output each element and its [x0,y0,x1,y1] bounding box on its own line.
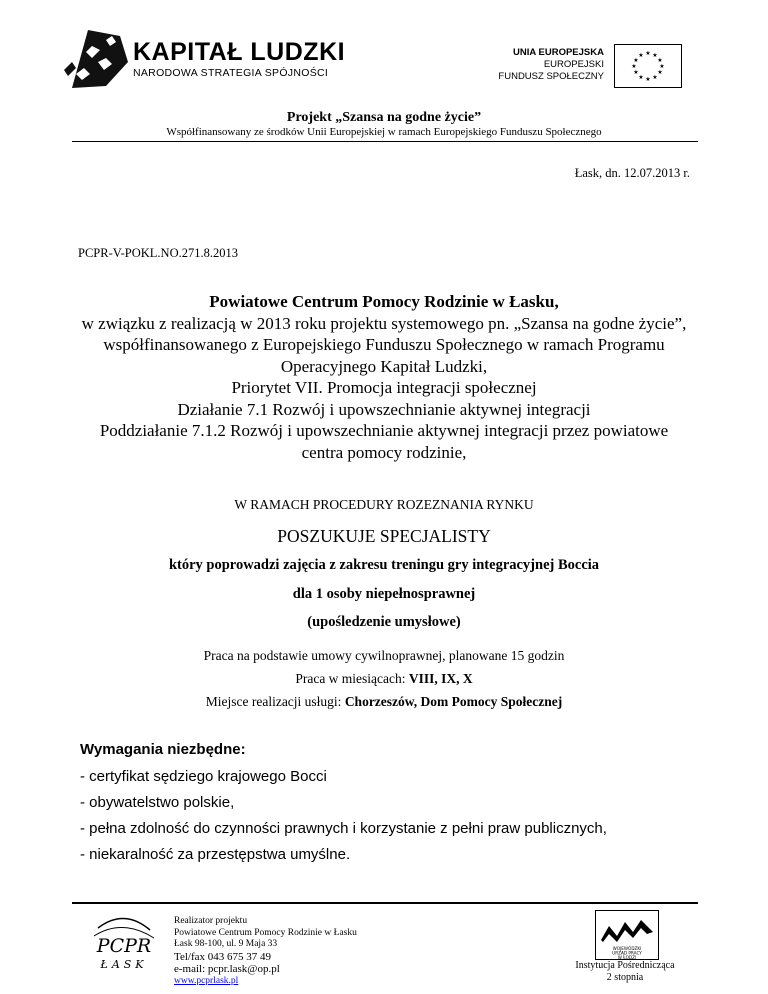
project-subtitle: Współfinansowany ze środków Unii Europejskiej w ramach Europejskiego Funduszu Społecznego [166,126,602,138]
svg-text:★: ★ [659,63,665,70]
svg-text:★: ★ [645,50,651,57]
intro-line-8: centra pomocy rodzinie, [301,442,467,462]
pcpr-logo-text: PCPR [96,935,152,957]
svg-text:★: ★ [652,52,658,59]
svg-text:★: ★ [652,74,658,81]
svg-text:★: ★ [638,74,644,81]
svg-text:★: ★ [631,63,637,70]
reference-number: PCPR-V-POKL.NO.271.8.2013 [78,246,238,260]
footer-line-3: Łask 98-100, ul. 9 Maja 33 [174,939,278,949]
footer-line-1: Realizator projektu [174,916,248,926]
requirement-item: - certyfikat sędziego krajowego Bocci [80,768,327,785]
intro-line-3: współfinansowanego z Europejskiego Funduszu Społecznego w ramach Programu [103,335,665,354]
website-link[interactable]: www.pcprlask.pl [174,975,239,986]
place-details [0,694,768,710]
requirement-item: - pełna zdolność do czynności prawnych i korzystanie z pełni praw publicznych, [80,820,607,837]
requirement-item: - niekaralność za przestępstwa umyślne. [80,846,351,863]
kapital-ludzki-logo [62,22,142,92]
svg-text:W ŁODZI: W ŁODZI [617,955,637,960]
eu-text-block [470,47,604,83]
header-divider [72,141,698,142]
intro-line-4: Operacyjnego Kapitał Ludzki, [280,356,488,376]
months-details [0,671,768,687]
svg-text:★: ★ [645,76,651,83]
contract-details: Praca na podstawie umowy cywilnoprawnej, planowane 15 godzin [203,648,565,663]
requirement-item: - obywatelstwo polskie, [80,794,235,811]
announcement-intro [40,291,728,463]
kapital-ludzki-subtitle: NARODOWA STRATEGIA SPÓJNOŚCI [133,67,329,79]
document-date: Łask, dn. 12.07.2013 r. [574,166,690,180]
pcpr-logo [84,908,164,974]
project-title: Projekt „Szansa na godne życie” [286,110,482,125]
eu-line-1: UNIA EUROPEJSKA [513,47,604,58]
svg-text:★: ★ [657,57,663,64]
footer-divider [72,902,698,904]
institution-label [570,960,680,984]
procedure-heading: W RAMACH PROCEDURY ROZEZNANIA RYNKU [234,497,534,512]
footer-line-2: Powiatowe Centrum Pomocy Rodzinie w Łasku [174,927,357,938]
svg-text:WOJEWÓDZKI: WOJEWÓDZKI [612,946,642,951]
offer-line-2: dla 1 osoby niepełnosprawnej [292,586,476,602]
eu-flag-icon [614,44,682,88]
intro-line-6: Działanie 7.1 Rozwój i upowszechnianie aktywnej integracji [177,399,591,419]
footer-line-4: Tel/fax 043 675 37 49 [174,950,271,963]
eu-line-3: FUNDUSZ SPOŁECZNY [498,71,604,82]
svg-text:★: ★ [633,69,639,76]
institution-line-2: 2 stopnia [606,972,644,983]
intro-line-7: Poddziałanie 7.1.2 Rozwój i upowszechnianie aktywnej integracji przez powiatowe [99,421,669,440]
intro-line-2: w związku z realizacją w 2013 roku projektu systemowego pn. „Szansa na godne życie”, [81,313,687,333]
place-label: Miejsce realizacji usługi: [205,694,345,709]
svg-text:★: ★ [638,52,644,59]
months-value: VIII, IX, X [408,671,473,686]
offer-line-1: który poprowadzi zajęcia z zakresu treningu gry integracyjnej Boccia [168,557,600,573]
kapital-ludzki-title: KAPITAŁ LUDZKI [133,38,346,66]
svg-text:ŁASK: ŁASK [100,958,148,971]
requirements-title: Wymagania niezbędne: [80,741,246,758]
svg-text:★: ★ [633,57,639,64]
offer-line-3: (upośledzenie umysłowe) [307,614,461,630]
wup-logo [595,910,659,960]
footer-line-5: e-mail: pcpr.lask@op.pl [174,963,280,975]
footer-contact [174,916,357,987]
months-label: Praca w miesiącach: [295,671,409,686]
intro-line-5: Priorytet VII. Promocja integracji społecznej [231,378,537,397]
intro-line-1: Powiatowe Centrum Pomocy Rodzinie w Łasku, [209,292,559,311]
seeking-heading: POSZUKUJE SPECJALISTY [277,526,491,546]
institution-line-1: Instytucja Pośrednicząca [575,960,675,971]
svg-text:URZĄD PRACY: URZĄD PRACY [612,950,642,956]
place-value: Chorzeszów, Dom Pomocy Społecznej [344,694,563,709]
svg-text:★: ★ [657,69,663,76]
eu-line-2: EUROPEJSKI [543,59,604,70]
